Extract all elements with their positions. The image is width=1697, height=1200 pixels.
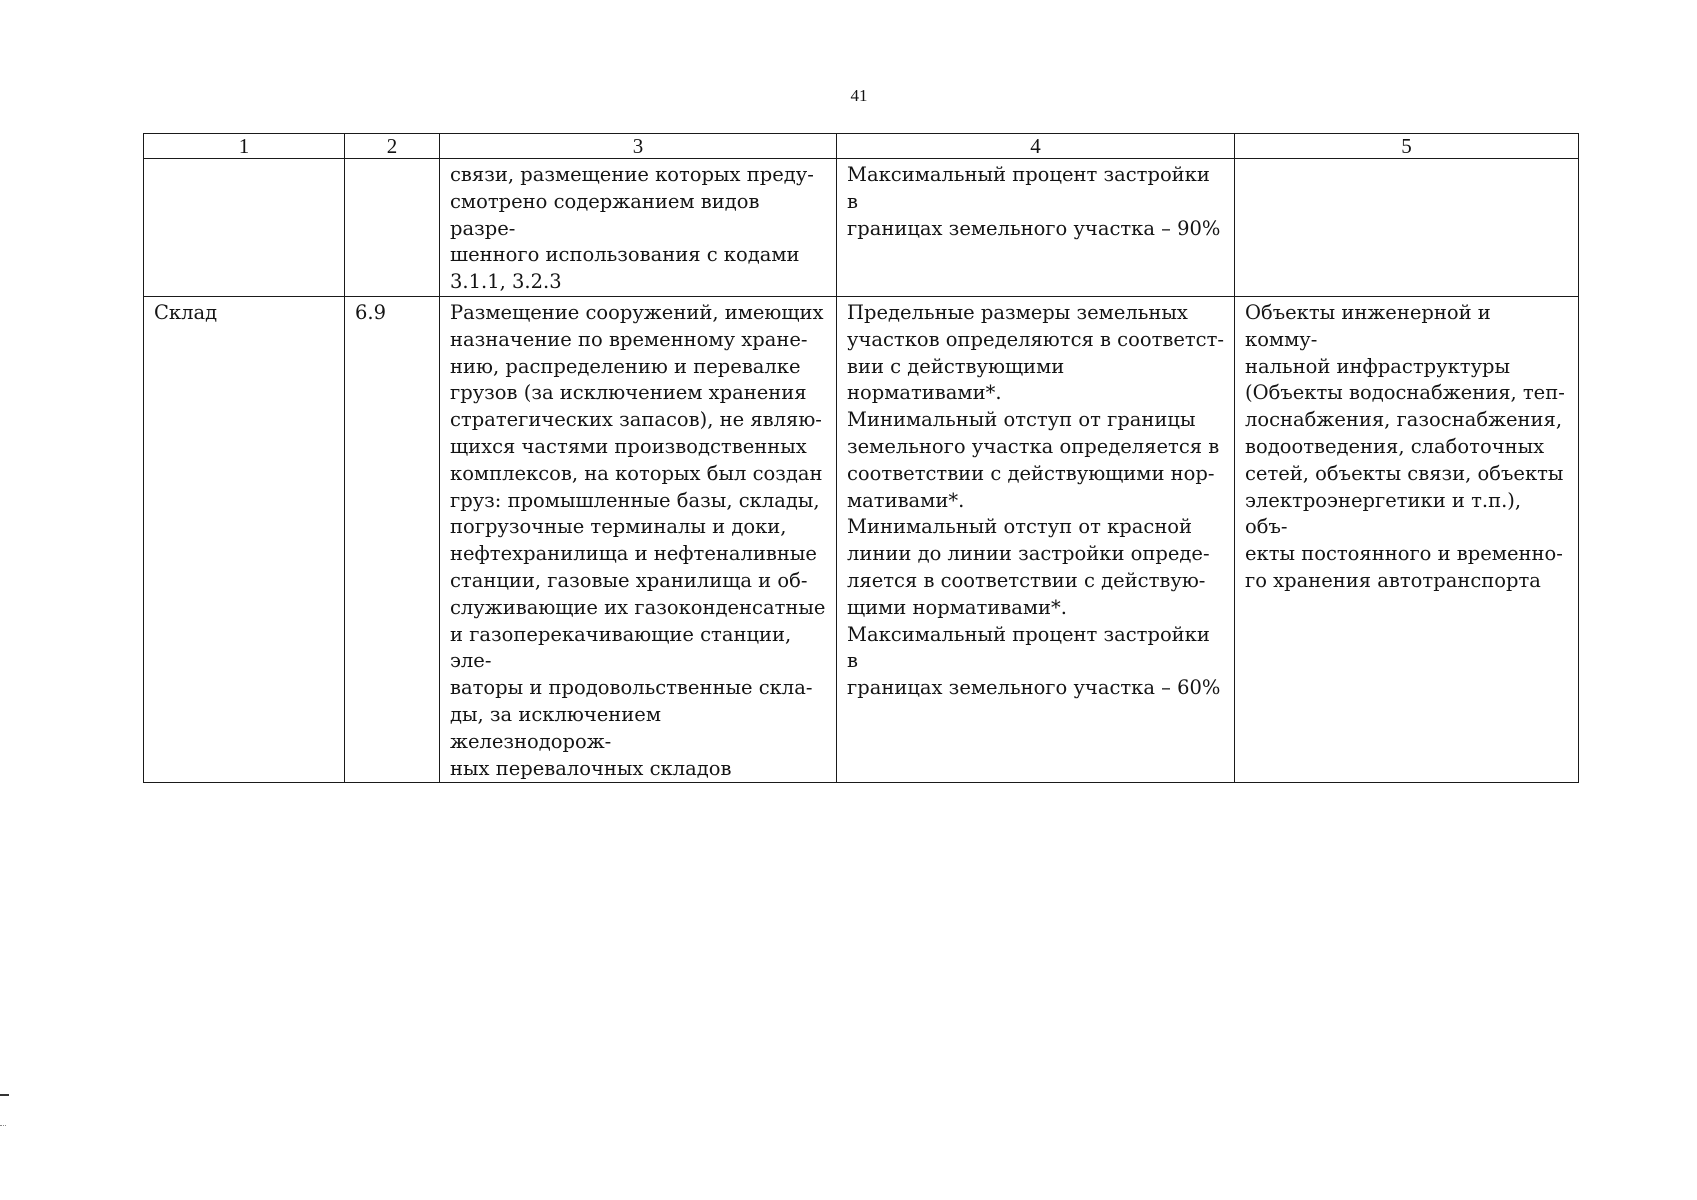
regulations-table — [143, 133, 1579, 783]
auxiliary-uses-cell — [1235, 159, 1579, 297]
header-cell-2: 2 — [345, 134, 440, 159]
use-description-cell: Размещение сооружений, имеющих назначение по временному хране- нию, распределению и перевалке грузов (за исключением хранения стратегических запасов), не являю- щихся частями производственных комплексов, на которых был создан груз: промышленные базы, склады, погрузочные терминалы и доки, нефтехранилища и нефтеналивные станции, газовые хранилища и об- служивающие их газоконденсатные и газоперекачивающие станции, эле- ваторы и продовольственные скла- ды, за исключением железнодорож- ных перевалочных складов — [440, 296, 837, 782]
table-header — [144, 134, 1579, 159]
parameters-cell: Предельные размеры земельных участков определяются в соответст- вии с действующими нормативами*. Минимальный отступ от границы земельного участка определяется в соответствии с действующими нор- мативами*. Минимальный отступ от красной линии до линии застройки опреде- ляется в соответствии с действую- щими нормативами*. Максимальный процент застройки в границах земельного участка – 60% — [837, 296, 1235, 782]
use-code-cell — [345, 159, 440, 297]
header-cell-4: 4 — [837, 134, 1235, 159]
scan-margin-dots — [0, 1125, 6, 1127]
use-description-cell: связи, размещение которых преду- смотрено содержанием видов разре- шенного использования с кодами 3.1.1, 3.2.3 — [440, 159, 837, 297]
use-name-cell: Склад — [144, 296, 345, 782]
parameters-cell: Максимальный процент застройки в границах земельного участка – 90% — [837, 159, 1235, 297]
header-cell-1: 1 — [144, 134, 345, 159]
table-row — [144, 159, 1579, 297]
auxiliary-uses-cell: Объекты инженерной и комму- нальной инфраструктуры (Объекты водоснабжения, теп- лоснабжения, газоснабжения, водоотведения, слаботочных сетей, объекты связи, объекты электроэнергетики и т.п.), объ- екты постоянного и временно- го хранения автотранспорта — [1235, 296, 1579, 782]
use-name-cell — [144, 159, 345, 297]
scan-margin-mark — [0, 1094, 9, 1096]
use-code-cell: 6.9 — [345, 296, 440, 782]
header-cell-3: 3 — [440, 134, 837, 159]
header-row — [144, 134, 1579, 159]
header-cell-5: 5 — [1235, 134, 1579, 159]
table-row — [144, 296, 1579, 782]
page-number: 41 — [850, 86, 868, 105]
